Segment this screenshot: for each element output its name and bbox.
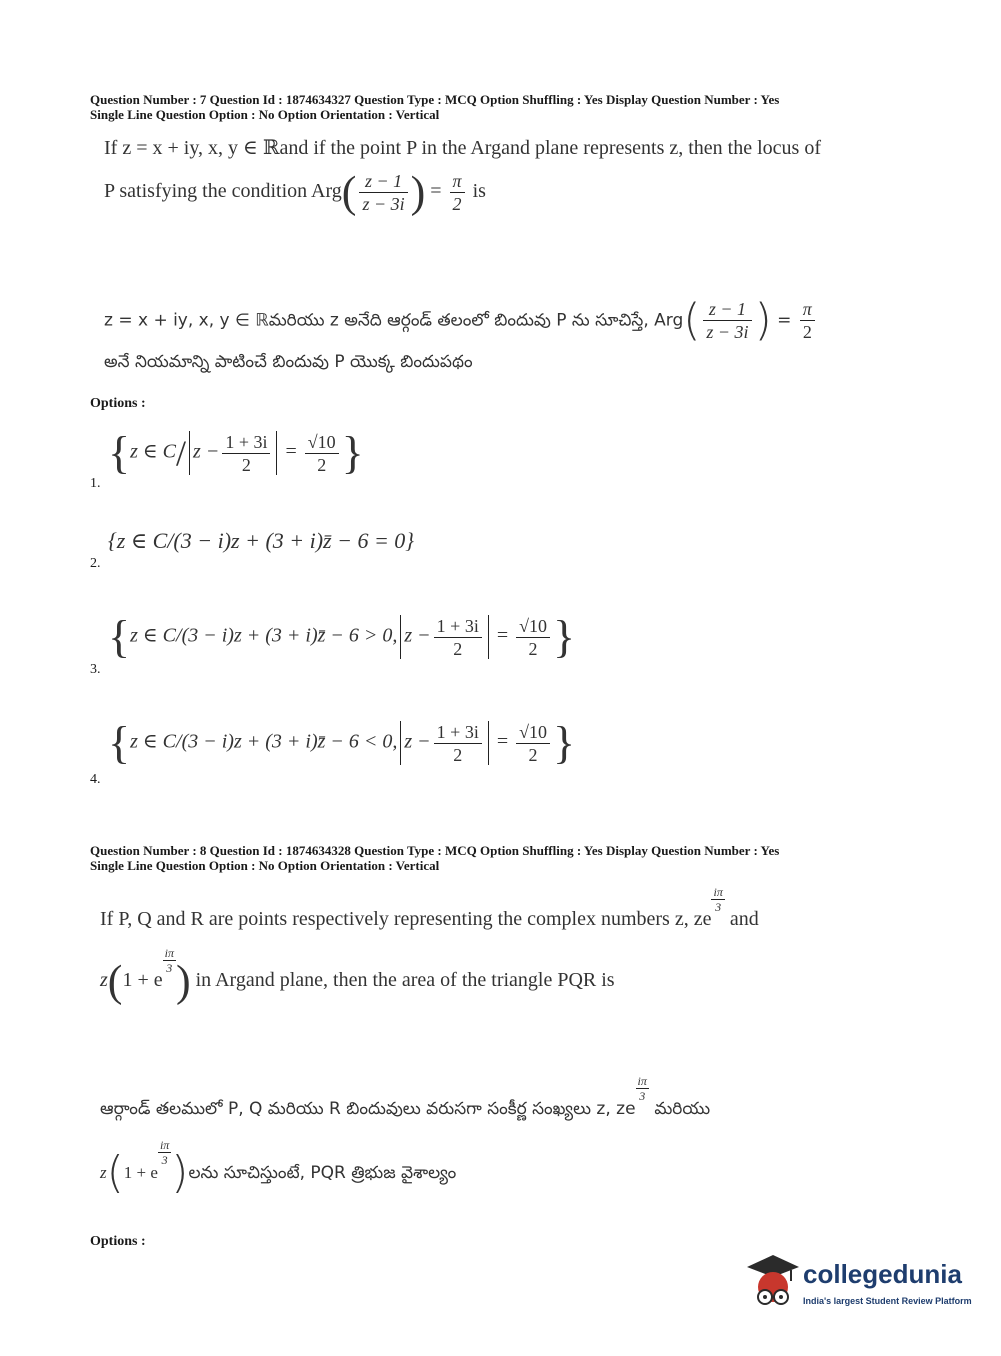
q8-telugu-line2: z(1 + e $\frac{i\pi}{3}$ )లను సూచిస్తుంటే, PQR త్రిభుజ వైశాల్యం [100,1138,457,1198]
q7-option-3-radius-num: √10 [516,615,550,638]
q8-english-line1 [100,885,759,931]
q7-te-frac-num: z − 1 [703,298,751,321]
q7-option-1-center-num: 1 + 3i [222,431,270,454]
q8-meta-line1: Question Number : 8 Question Id : 1874634328 Question Type : MCQ Option Shuffling : Yes Display Question Number : Yes [90,843,780,858]
q7-option-1-set: z ∈ C [130,440,177,463]
q7-english-line2: P satisfying the condition Arg( $\frac{z - 1}{z - 3i}$ ) = $\frac{\pi}{2}$ is [104,167,486,217]
q7-te-frac-den: z − 3i [706,322,749,342]
q7-english-line2-suffix: is [472,180,486,203]
q7-english-line1: If z = x + iy, x, y ∈ ℝand if the point P in the Argand plane represents z, then the locus of [104,137,821,159]
q7-te-rhs-den: 2 [802,322,812,342]
q8-inner-exp-num: iπ [164,946,174,960]
q7-meta-line2: Single Line Question Option : No Option Orientation : Vertical [90,107,440,122]
q7-option-3-set: z ∈ C/(3 − i)z + (3 + i)z̄ − 6 > 0, [130,624,398,647]
q8-telugu-line1-end: మరియు [654,1099,711,1119]
q8-english-line1-end: and [729,908,759,930]
q7-option-1-radius-den: 2 [317,454,327,475]
brand-tagline: India's largest Student Review Platform [803,1296,972,1306]
q8-meta-line2: Single Line Question Option : No Option Orientation : Vertical [90,858,440,873]
q8-te2-exp-num: iπ [159,1138,170,1152]
brand-name: collegedunia [803,1259,962,1289]
q7-option-3-number: 3. [90,662,101,677]
q7-option-4-number: 4. [90,772,101,787]
q7-rhs-den: 2 [452,194,462,214]
q7-option-4[interactable]: {z ∈ C/(3 − i)z + (3 + i)z̄ − 6 < 0, z − $\frac{1 + 3i}{2}$ = $\frac{√10}{2}$ } [108,717,576,768]
q7-english-line2-prefix: P satisfying the condition Arg [104,180,342,203]
q8-te-exp-num: iπ [637,1074,647,1088]
q7-option-4-radius-num: √10 [516,721,550,744]
q7-telugu-line1: z = x + iy, x, y ∈ ℝమరియు z అనేది ఆర్గండ్ తలంలో బిందువు P ను సూచిస్తే, Arg( $\frac{z - 1}{z - 3i}$ ) = $\frac{\pi}{2}$ [104,298,818,343]
q8-te2-exp-den: 3 [161,1153,168,1167]
q8-telugu-line1-text: ఆర్గాండ్ తలములో P, Q మరియు R బిందువులు వరుసగా సంకీర్ణ సంఖ్యలు z, ze [100,1099,636,1119]
mascot-icon [745,1253,801,1311]
q7-options-label: Options : [90,396,146,411]
q7-option-3-radius-den: 2 [528,638,538,659]
q8-english-line2: z(1 + e $\frac{i\pi}{3}$ ) in Argand plane, then the area of the triangle PQR is [100,946,615,1006]
q8-english-line1-text: If P, Q and R are points respectively representing the complex numbers z, ze [100,908,712,930]
q7-telugu-line2: అనే నియమాన్ని పాటించే బిందువు P యొక్క బిందుపథం [104,352,473,372]
q8-te-line2-inner: 1 + e [123,1163,158,1182]
q7-option-1-number: 1. [90,476,101,491]
q7-option-4-center-num: 1 + 3i [434,721,482,744]
q8-english-line2-suffix: in Argand plane, then the area of the triangle PQR is [195,969,615,991]
q7-frac-num: z − 1 [359,170,407,193]
q7-option-4-radius-den: 2 [528,744,538,765]
q7-option-3-center-den: 2 [453,638,463,659]
q7-option-1[interactable]: {z ∈ C/ z − $\frac{1 + 3i}{2}$ = $\frac{√10}{2}$ } [108,427,364,478]
q8-telugu-line1 [100,1074,710,1123]
q7-option-1-center-den: 2 [241,454,251,475]
q7-frac-den: z − 3i [362,194,405,214]
q7-option-1-radius-num: √10 [305,431,339,454]
q7-telugu-line1-text: z = x + iy, x, y ∈ ℝమరియు z అనేది ఆర్గండ్ తలంలో బిందువు P ను సూచిస్తే, Arg [104,310,684,331]
q7-te-rhs-num: π [800,298,815,321]
q8-te-exp-den: 3 [639,1089,646,1103]
q8-options-label: Options : [90,1234,146,1249]
q8-telugu-line2-suffix: లను సూచిస్తుంటే, PQR త్రిభుజ వైశాల్యం [188,1163,457,1183]
q7-option-4-set: z ∈ C/(3 − i)z + (3 + i)z̄ − 6 < 0, [130,730,398,753]
collegedunia-logo [745,1253,970,1313]
q8-english-line2-inner: 1 + e [122,969,163,991]
q7-rhs-num: π [450,170,465,193]
q8-english-line2-prefix: z [100,969,108,991]
q8-inner-exp-den: 3 [166,961,173,975]
q7-option-2-number: 2. [90,556,101,571]
q8-te-line2-prefix: z [100,1163,107,1182]
q7-option-3[interactable]: {z ∈ C/(3 − i)z + (3 + i)z̄ − 6 > 0, z − $\frac{1 + 3i}{2}$ = $\frac{√10}{2}$ } [108,611,576,662]
q7-option-3-center-num: 1 + 3i [434,615,482,638]
q7-option-4-center-den: 2 [453,744,463,765]
q8-exp-num: iπ [713,885,723,899]
q8-exp-den: 3 [715,900,722,914]
q7-option-2[interactable]: {z ∈ C/(3 − i)z + (3 + i)z̄ − 6 = 0} [108,528,415,553]
q7-meta-line1: Question Number : 7 Question Id : 1874634327 Question Type : MCQ Option Shuffling : Yes Display Question Number : Yes [90,92,780,107]
